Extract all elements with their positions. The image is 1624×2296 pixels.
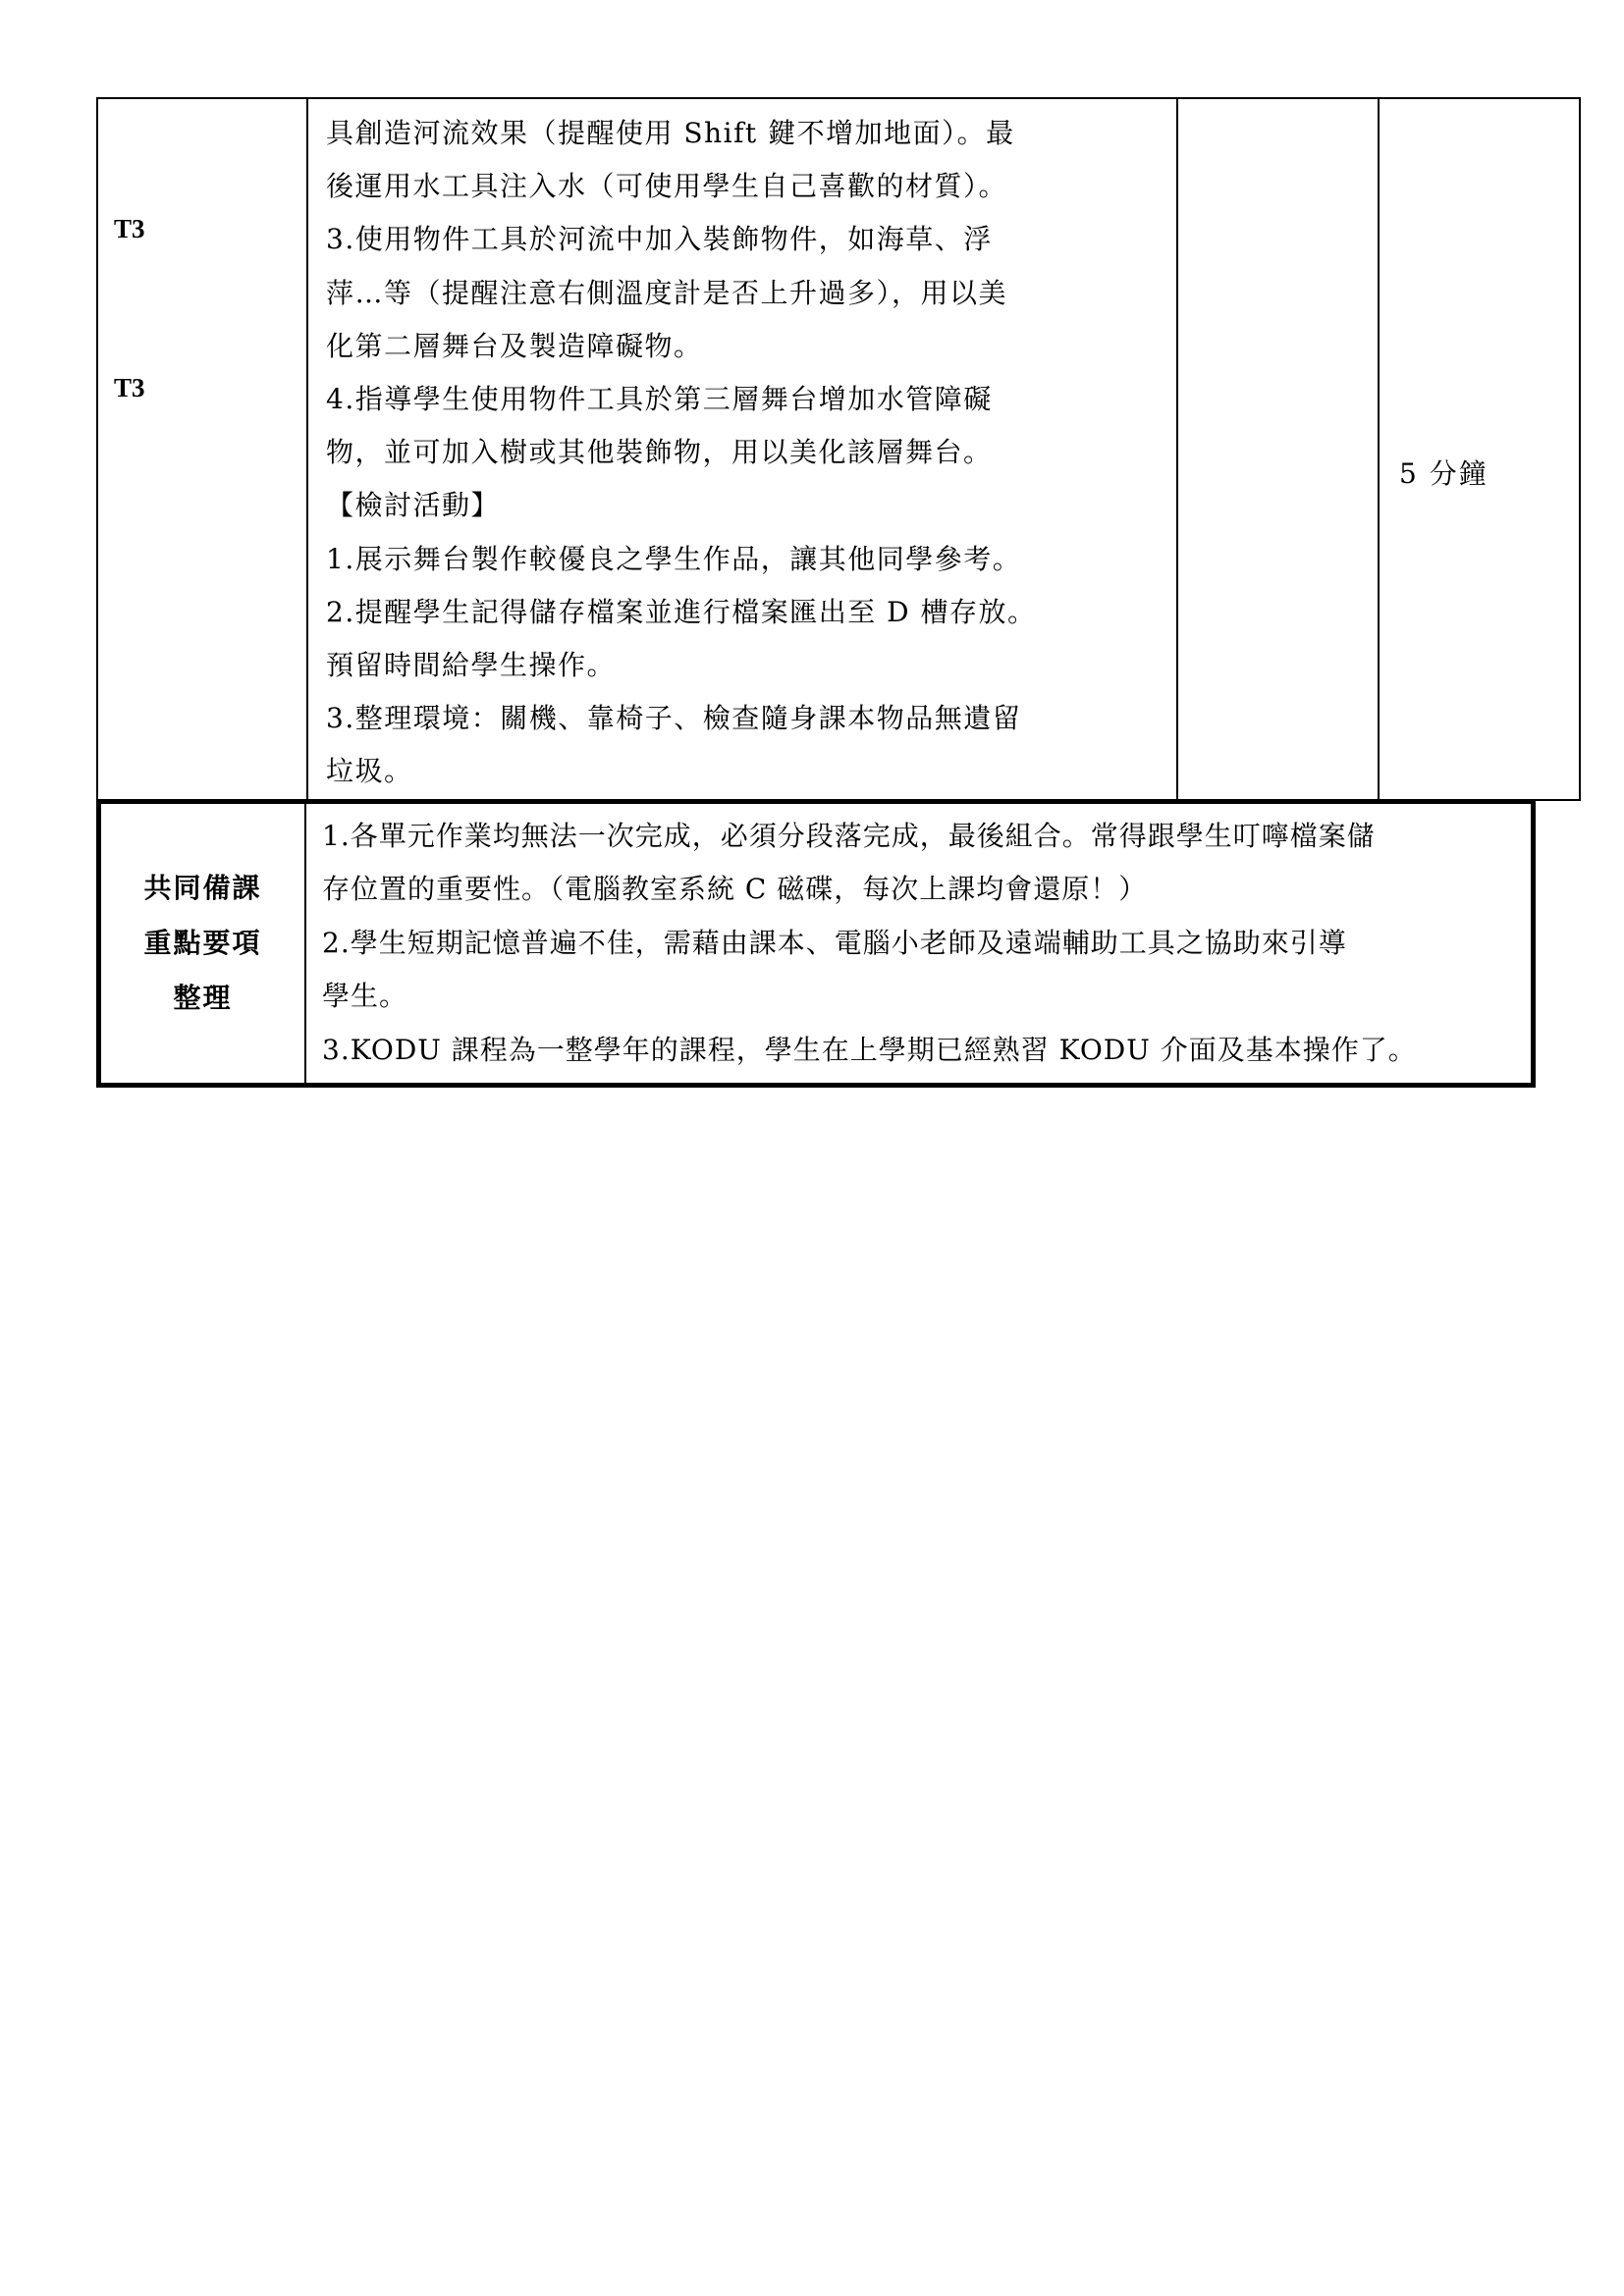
summary-line: 存位置的重要性。（電腦教室系統 C 磁碟，每次上課均會還原！） [322, 873, 1148, 906]
summary-label-line: 整理 [173, 981, 233, 1014]
content-line: 2.提醒學生記得儲存檔案並進行檔案匯出至 D 槽存放。 [326, 595, 1037, 628]
content-line: 3.使用物件工具於河流中加入裝飾物件，如海草、浮 [326, 223, 993, 256]
activity-code: T3 [114, 373, 145, 402]
content-line: 後運用水工具注入水（可使用學生自己喜歡的材質）。 [326, 170, 1008, 203]
time-cell [1379, 98, 1580, 800]
content-line: 化第二層舞台及製造障礙物。 [326, 329, 703, 362]
summary-label-line: 重點要項 [143, 926, 262, 959]
lesson-plan-page [96, 97, 1536, 1088]
lesson-activity-row [97, 98, 1580, 800]
summary-label-cell [99, 801, 306, 1086]
lesson-activity-table [96, 97, 1581, 801]
summary-line: 1.各單元作業均無法一次完成，必須分段落完成，最後組合。常得跟學生叮嚀檔案儲 [322, 819, 1376, 852]
content-line: 具創造河流效果（提醒使用 Shift 鍵不增加地面）。最 [326, 117, 1015, 149]
summary-line: 學生。 [322, 980, 408, 1013]
content-line: 4.指導學生使用物件工具於第三層舞台增加水管障礙 [326, 383, 993, 416]
content-line: 物，並可加入樹或其他裝飾物，用以美化該層舞台。 [326, 436, 993, 469]
summary-label-line: 共同備課 [143, 871, 262, 904]
content-line: 垃圾。 [326, 755, 413, 788]
activity-code-cell [97, 98, 307, 800]
content-line: 預留時間給學生操作。 [326, 649, 617, 682]
time-allocation: 5 分鐘 [1399, 457, 1489, 490]
activity-code: T3 [114, 214, 145, 243]
section-heading-review-activity: 【檢討活動】 [326, 489, 501, 522]
summary-row [99, 801, 1534, 1086]
summary-table [96, 799, 1536, 1089]
resources-cell [1177, 98, 1379, 800]
content-line: 1.展示舞台製作較優良之學生作品，讓其他同學參考。 [326, 542, 1022, 575]
summary-content-cell [305, 801, 1534, 1086]
content-line: 3.整理環境：關機、靠椅子、檢查隨身課本物品無遺留 [326, 702, 1022, 735]
summary-line: 2.學生短期記憶普遍不佳，需藉由課本、電腦小老師及遠端輔助工具之協助來引導 [322, 926, 1347, 959]
activity-content-cell [307, 98, 1177, 800]
summary-line: 3.KODU 課程為一整學年的課程，學生在上學期已經熟習 KODU 介面及基本操作了。 [322, 1033, 1417, 1066]
content-line: 萍…等（提醒注意右側溫度計是否上升過多），用以美 [326, 276, 1008, 309]
